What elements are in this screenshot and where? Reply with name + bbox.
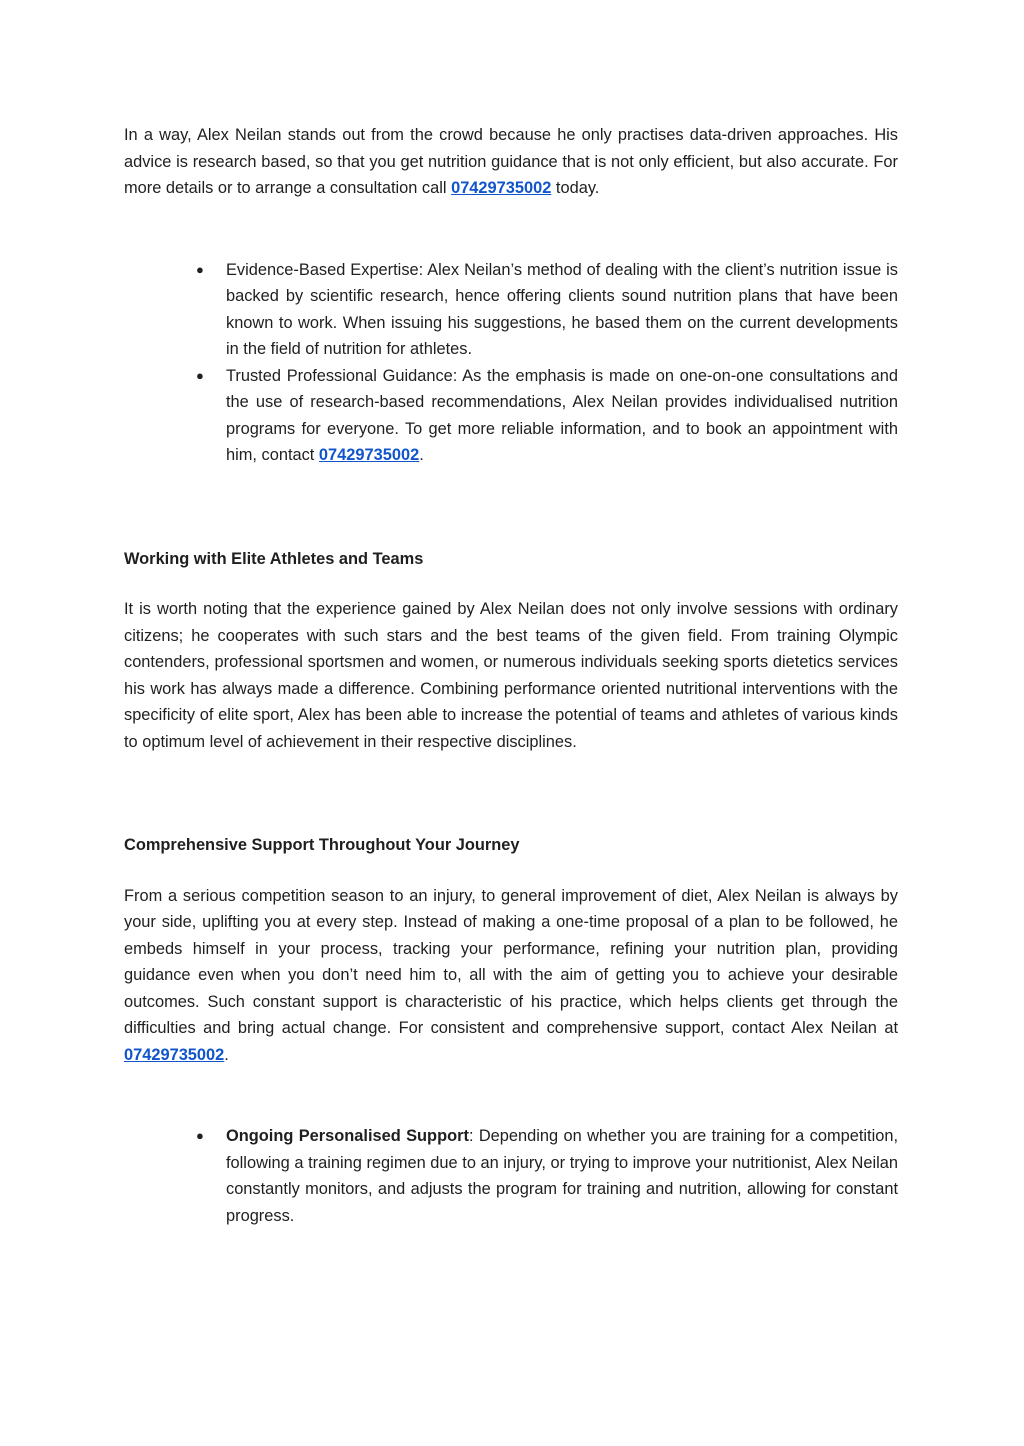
list-item (124, 257, 898, 363)
list-item-lead: Ongoing Personalised Support (226, 1127, 469, 1145)
list-item-text: : Depending on whether you are training for a competition, following a training regimen due to an injury, or trying to improve your nutritionist, Alex Neilan constantly monitors, and adjusts the program for training and nutrition, allowing for constant progress. (226, 1127, 899, 1225)
section-heading-support: Comprehensive Support Throughout Your Journey (124, 836, 520, 854)
bullet-list-support (124, 1123, 898, 1229)
support-text: From a serious competition season to an injury, to general improvement of diet, Alex Neilan is always by your side, uplifting you at every step. Instead of making a one-time proposal of a plan to be followed, he embeds himself in your process, tracking your performance, refining your nutrition plan, providing guidance even when you don’t need him to, all with the aim of getting you to achieve your desirable outcomes. Such constant support is characteristic of his practice, which helps clients get through the difficulties and bring actual change. For consistent and comprehensive support, contact Alex Neilan at (124, 886, 898, 1037)
bullet-icon: ● (196, 367, 204, 383)
intro-text-end: today. (551, 179, 600, 197)
list-item (124, 1123, 898, 1229)
phone-link[interactable]: 07429735002 (451, 179, 552, 197)
section-paragraph-elite: It is worth noting that the experience gained by Alex Neilan does not only involve sessions with ordinary citizens; he cooperates with such stars and the best teams of the given field. From training Olympic contenders, professional sportsmen and women, or numerous individuals seeking sports dietetics services his work has always made a difference. Combining performance oriented nutritional interventions with the specificity of elite sport, Alex has been able to increase the potential of teams and athletes of various kinds to optimum level of achievement in their respective disciplines. (124, 600, 898, 751)
phone-link[interactable]: 07429735002 (318, 446, 420, 464)
list-item-text: Evidence-Based Expertise: Alex Neilan’s method of dealing with the client’s nutrition issue is backed by scientific research, hence offering clients sound nutrition plans that have been known to work. When issuing his suggestions, he based them on the current developments in the field of nutrition for athletes. (226, 260, 898, 358)
list-item-text: Trusted Professional Guidance: As the emphasis is made on one-on-one consultations and the use of research-based recommendations, Alex Neilan provides individualised nutrition programs for everyone. To get more reliable information, and to book an appointment with him, contact (226, 366, 898, 464)
bullet-icon: ● (196, 261, 204, 277)
list-item-text-end: . (419, 446, 424, 464)
bullet-list-expertise (124, 257, 898, 469)
intro-text: In a way, Alex Neilan stands out from the crowd because he only practises data-driven approaches. His advice is research based, so that you get nutrition guidance that is not only efficient, but also accurate. For more details or to arrange a consultation call (124, 126, 898, 197)
phone-link[interactable]: 07429735002 (124, 1045, 225, 1064)
support-text-end: . (224, 1045, 229, 1064)
intro-paragraph (124, 122, 898, 202)
list-item (124, 363, 898, 469)
section-heading-elite: Working with Elite Athletes and Teams (124, 549, 424, 568)
bullet-icon: ● (196, 1128, 204, 1143)
document-page (124, 122, 898, 1229)
section-paragraph-support (124, 883, 898, 1069)
